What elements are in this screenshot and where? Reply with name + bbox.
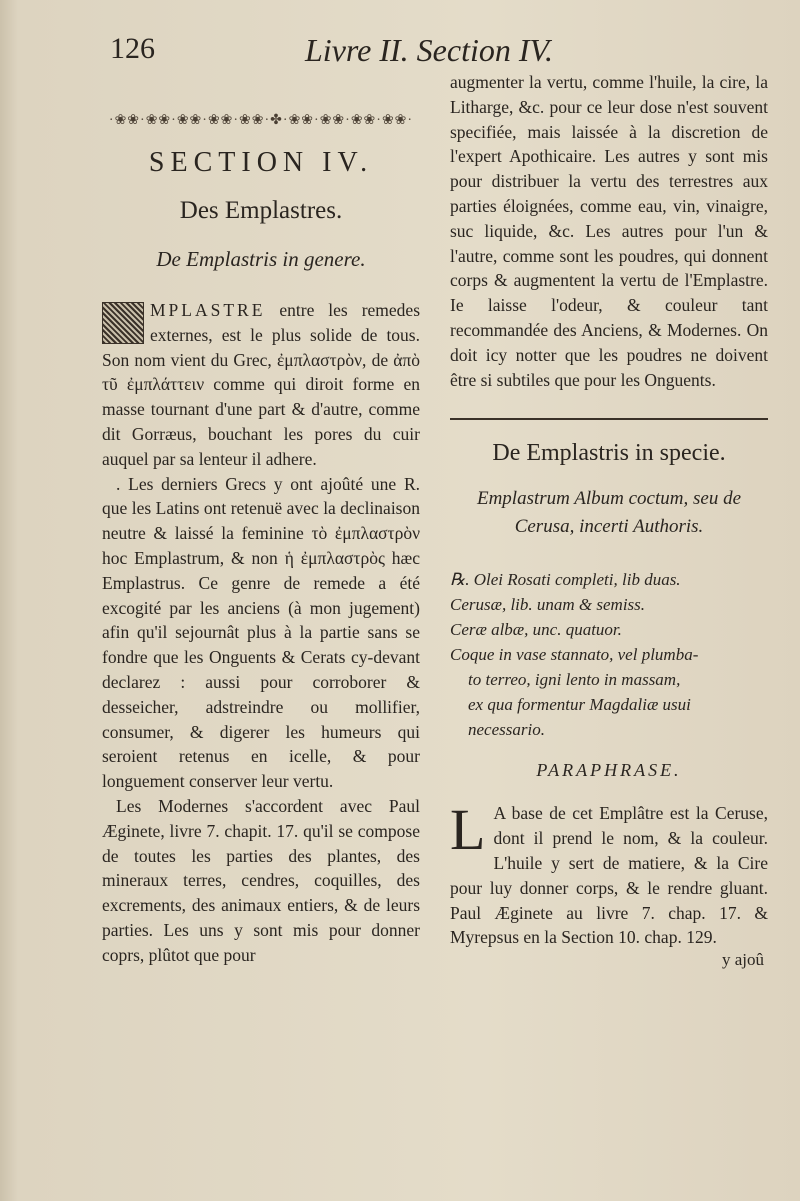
- ornament-band: ·❀❀·❀❀·❀❀·❀❀·❀❀·✤·❀❀·❀❀·❀❀·❀❀·: [108, 113, 414, 128]
- paraphrase-text: A base de cet Emplâtre est la Ceruse, dont il prend le nom, & la couleur. L'huile y sert de matiere, & la Cire pour luy donner corps, & le rendre gluant. Paul Æginete au livre 7. chap. 17. & Myrepsus en la Section 10. chap. 129.: [450, 803, 768, 948]
- section-title: SECTION IV.: [148, 147, 374, 178]
- left-column: [102, 100, 420, 968]
- paragraph-text: entre les remedes externes, est le plus solide de tous. Son nom vient du Grec, ἐμπλαστρὸν, de ἀπὸ τῦ ἐμπλάττειν comme qui diroit forme en masse tournant d'une part & d'autre, comme dit Gorræus, bouchant les pores du cuir auquel par sa lenteur il adhere.: [102, 300, 421, 469]
- section2-title: De Emplastris in specie.: [492, 440, 726, 467]
- first-word: MPLASTRE: [150, 300, 266, 320]
- running-title: Livre II. Section IV.: [305, 32, 553, 68]
- latin-title: De Emplastris in genere.: [156, 247, 366, 271]
- paragraph-3: Les Modernes s'accordent avec Paul Æginete, livre 7. chapit. 17. qu'il se compose de toutes les parties des plantes, des mineraux terres, cendres, coquilles, des excrements, des animaux entiers, & de leurs parties. Les uns y sont mis pour donner coprs, plûtot que pour: [102, 795, 420, 965]
- recipe-line: necessario.: [468, 720, 545, 740]
- recipe-line: ex qua formentur Magdaliæ usui: [468, 695, 691, 715]
- paragraph-1: [102, 298, 420, 472]
- right-column: [450, 70, 768, 970]
- page-number: 126: [110, 32, 155, 65]
- drop-initial: L: [450, 797, 486, 863]
- recipe-title: Emplastrum Album coctum, seu de Cerusa, incerti Authoris.: [476, 488, 742, 538]
- ornamental-initial: [102, 302, 144, 344]
- recipe-block: [450, 567, 768, 742]
- paraphrase-heading: PARAPHRASE.: [536, 760, 682, 781]
- recipe-line: Ceræ albæ, unc. quatuor.: [450, 620, 622, 640]
- recipe-line: Cerusæ, lib. unam & semiss.: [450, 595, 646, 615]
- continuation-paragraph: augmenter la vertu, comme l'huile, la cire, la Litharge, &c. pour ce leur dose n'est souvent specifiée, mais laissée à la discretion de l'expert Apothicaire. Les autres y sont mis pour distribuer la vertu des terrestres aux parties éloignées, comme eau, vin, vinaigre, suc liquide, &c. Les autres pour l'un & l'autre, comme sont les poudres, qui donnent corps & augmentent la vertu de l'Emplastre. Ie laisse l'odeur, & couleur tant recommandée des Anciens, & Modernes. On doit icy notter que les poudres ne doivent être si subtiles que pour les Onguents.: [450, 72, 768, 390]
- paragraph-2: . Les derniers Grecs y ont ajoûté une R. que les Latins ont retenuë avec la declinaison neutre & laissé la feminine τὸ ἐμπλαστρὸν hoc Emplastrum, & non ἡ ἐμπλαστρὸς hæc Emplastrus. Ce genre de remede a été excogité par les anciens (à mon jugement) afin qu'il sejournât plus à la partie sans se fondre que les Onguents & Cerats cy-devant declarez : aussi pour corroborer & desseicher, adstreindre ou mollifier, consumer, & digerer les humeurs qui seroient retenus en icelle, & pour longuement conserver leur vertu.: [102, 473, 420, 792]
- section-subtitle: Des Emplastres.: [179, 197, 343, 224]
- recipe-line: Coque in vase stannato, vel plumba-: [450, 645, 699, 665]
- catchword: y ajoû: [721, 950, 764, 970]
- paraphrase-paragraph: [450, 797, 768, 950]
- recipe-line: to terreo, igni lento in massam,: [468, 670, 681, 690]
- divider-rule: [450, 418, 768, 420]
- recipe-line: ℞. Olei Rosati completi, lib duas.: [450, 570, 681, 590]
